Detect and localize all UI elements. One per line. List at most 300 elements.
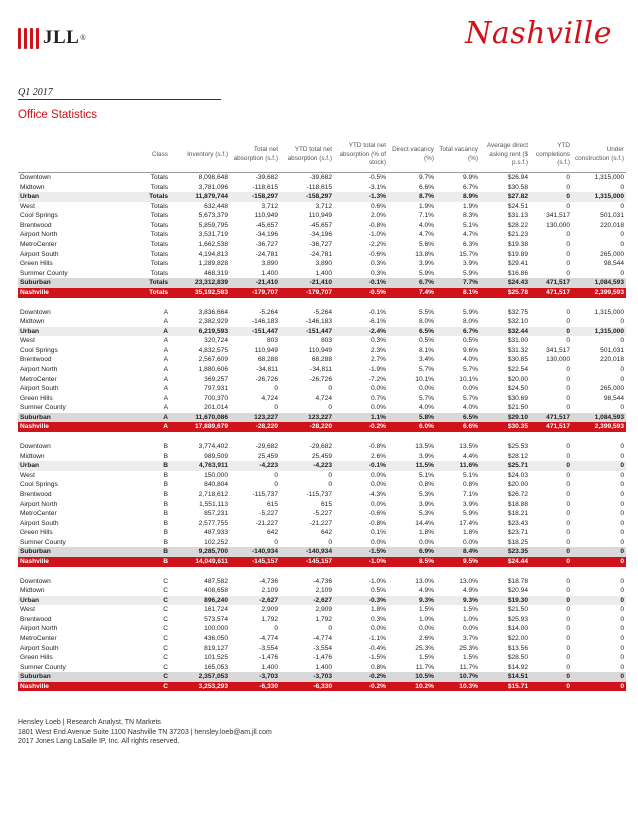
- table-cell: Totals: [150, 250, 168, 258]
- column-header: Inventory (s.f.): [170, 138, 230, 173]
- table-cell: Totals: [150, 241, 168, 249]
- table-cell: 0: [620, 606, 624, 614]
- table-cell: 5.7%: [462, 394, 478, 402]
- table-cell: 3.9%: [418, 500, 434, 508]
- table-cell: $30.35: [480, 422, 530, 432]
- table-cell: -24,781: [255, 250, 278, 258]
- table-cell: Urban: [18, 596, 96, 606]
- table-cell: C: [163, 615, 168, 623]
- table-row: [18, 519, 626, 529]
- table-cell: 0: [620, 481, 624, 489]
- column-header: Total vacancy (%): [436, 138, 480, 173]
- table-cell: 0.0%: [370, 404, 386, 412]
- table-cell: -3.1%: [368, 183, 386, 191]
- table-cell: Totals: [150, 212, 168, 220]
- table-cell: 25.3%: [459, 644, 478, 652]
- table-cell: 0: [328, 538, 332, 546]
- table-cell: 110,949: [254, 212, 278, 220]
- table-cell: 0: [328, 625, 332, 633]
- table-cell: 0: [566, 510, 570, 518]
- table-cell: -1.5%: [368, 654, 386, 662]
- table-cell: -5,227: [313, 510, 332, 518]
- table-cell: -0.2%: [334, 682, 388, 692]
- table-cell: B: [96, 461, 170, 471]
- table-cell: C: [163, 654, 168, 662]
- table-cell: C: [163, 644, 168, 652]
- table-cell: -151,447: [230, 327, 280, 337]
- table-cell: 14.4%: [415, 519, 434, 527]
- table-cell: 0: [620, 577, 624, 585]
- table-cell: 6.7%: [462, 183, 478, 191]
- table-cell: 0.0%: [462, 625, 478, 633]
- table-cell: 0: [566, 615, 570, 623]
- table-cell: 797,931: [204, 385, 228, 393]
- table-cell: 2,382,929: [198, 318, 228, 326]
- logo-text: JLL: [43, 27, 80, 48]
- table-cell: 11.6%: [436, 461, 480, 471]
- spacer-cell: [18, 567, 626, 577]
- table-row: [18, 615, 626, 625]
- table-cell: -39,682: [309, 174, 332, 181]
- jll-logo-mark-icon: [18, 28, 39, 49]
- table-cell: 2,109: [261, 587, 278, 595]
- table-cell: 100,000: [204, 625, 228, 633]
- table-cell: 501,031: [600, 346, 624, 354]
- table-cell: -158,297: [230, 192, 280, 202]
- table-cell: 408,658: [204, 587, 228, 595]
- table-cell: C: [163, 625, 168, 633]
- table-cell: Totals: [150, 202, 168, 210]
- table-cell: 0: [566, 337, 570, 345]
- table-row: [18, 375, 626, 385]
- table-cell: $31.13: [507, 212, 528, 220]
- table-cell: Downtown: [20, 443, 51, 451]
- table-cell: 13.5%: [459, 443, 478, 451]
- table-cell: 0: [620, 318, 624, 326]
- table-cell: 123,227: [280, 413, 334, 423]
- table-cell: 0: [620, 443, 624, 451]
- table-cell: C: [96, 672, 170, 682]
- column-header: Class: [96, 138, 170, 173]
- table-cell: 1,400: [261, 663, 278, 671]
- table-cell: 0: [566, 500, 570, 508]
- table-cell: Totals: [150, 183, 168, 191]
- table-cell: 0: [566, 538, 570, 546]
- table-row: [18, 394, 626, 404]
- table-cell: -158,297: [280, 192, 334, 202]
- table-row: [18, 317, 626, 327]
- table-cell: 0: [530, 547, 572, 557]
- table-cell: -34,196: [309, 231, 332, 239]
- table-cell: Airport North: [20, 500, 58, 508]
- table-cell: 35,192,583: [170, 288, 230, 298]
- table-cell: -118,615: [252, 183, 278, 191]
- table-cell: B: [163, 510, 168, 518]
- table-cell: 1.9%: [418, 202, 434, 210]
- table-cell: 7.1%: [418, 212, 434, 220]
- table-cell: C: [96, 682, 170, 692]
- table-cell: 6.5%: [436, 413, 480, 423]
- table-cell: 11.7%: [459, 663, 478, 671]
- table-cell: Midtown: [20, 587, 45, 595]
- table-cell: 0.8%: [370, 663, 386, 671]
- table-cell: 3.9%: [462, 500, 478, 508]
- table-cell: 2,567,609: [198, 356, 228, 364]
- table-cell: Cool Springs: [20, 212, 58, 220]
- table-row: [18, 605, 626, 615]
- table-cell: C: [163, 663, 168, 671]
- table-cell: 4,724: [261, 394, 278, 402]
- table-cell: -2.4%: [334, 327, 388, 337]
- table-cell: 2,109: [315, 587, 332, 595]
- table-cell: -1,476: [259, 654, 278, 662]
- table-cell: -3,703: [280, 672, 334, 682]
- group-spacer: [18, 432, 626, 442]
- table-cell: 0: [572, 682, 626, 692]
- table-cell: 0: [566, 443, 570, 451]
- table-cell: -1.5%: [334, 547, 388, 557]
- table-cell: 0: [566, 404, 570, 412]
- table-cell: 4.0%: [462, 356, 478, 364]
- nashville-total-row: [18, 422, 626, 432]
- table-row: [18, 403, 626, 413]
- table-cell: 803: [266, 337, 278, 345]
- table-cell: -6,330: [280, 682, 334, 692]
- table-row: [18, 336, 626, 346]
- table-cell: 3,836,664: [198, 308, 228, 316]
- table-cell: $24.44: [480, 557, 530, 567]
- table-cell: 5,673,379: [198, 212, 228, 220]
- table-row: [18, 202, 626, 212]
- table-cell: Airport South: [20, 250, 59, 258]
- table-row: [18, 634, 626, 644]
- table-cell: Cool Springs: [20, 481, 58, 489]
- table-cell: MetroCenter: [20, 635, 57, 643]
- table-cell: 5.3%: [418, 510, 434, 518]
- table-cell: 471,517: [530, 413, 572, 423]
- table-cell: 1,315,000: [594, 174, 624, 181]
- table-cell: Nashville: [18, 557, 96, 567]
- table-cell: 0: [566, 452, 570, 460]
- table-cell: 0: [566, 519, 570, 527]
- table-cell: 0: [566, 174, 570, 181]
- table-cell: 896,240: [170, 596, 230, 606]
- table-cell: $24.50: [507, 385, 528, 393]
- table-row: [18, 538, 626, 548]
- table-cell: 0.8%: [462, 481, 478, 489]
- table-cell: 0.5%: [418, 337, 434, 345]
- table-header-row: [18, 138, 626, 173]
- table-cell: 0: [566, 587, 570, 595]
- table-cell: 5.9%: [418, 269, 434, 277]
- table-cell: MetroCenter: [20, 375, 57, 383]
- table-cell: $19.89: [507, 250, 528, 258]
- table-cell: 1.8%: [462, 529, 478, 537]
- table-cell: Airport South: [20, 519, 59, 527]
- table-cell: $14.00: [507, 625, 528, 633]
- column-header: YTD total net absorption (s.f.): [280, 138, 334, 173]
- table-cell: Airport South: [20, 644, 59, 652]
- table-cell: Midtown: [20, 452, 45, 460]
- table-cell: 0: [620, 644, 624, 652]
- table-cell: -146,183: [305, 318, 332, 326]
- table-cell: -4,774: [259, 635, 278, 643]
- table-cell: -5,264: [313, 308, 332, 316]
- table-row: [18, 452, 626, 462]
- table-cell: -45,657: [255, 221, 278, 229]
- table-cell: -34,196: [255, 231, 278, 239]
- table-cell: 0: [620, 337, 624, 345]
- table-cell: Midtown: [20, 318, 45, 326]
- table-cell: 68,288: [257, 356, 278, 364]
- table-cell: 0.0%: [370, 481, 386, 489]
- table-cell: -7.2%: [368, 375, 386, 383]
- table-cell: 436,050: [204, 635, 228, 643]
- table-cell: Airport North: [20, 365, 58, 373]
- table-cell: A: [96, 413, 170, 423]
- table-cell: 4.4%: [462, 452, 478, 460]
- table-cell: 0: [620, 635, 624, 643]
- table-cell: -1.3%: [334, 192, 388, 202]
- nashville-total-row: [18, 288, 626, 298]
- table-cell: 8.9%: [436, 192, 480, 202]
- table-cell: 17,889,679: [170, 422, 230, 432]
- table-cell: 0: [566, 385, 570, 393]
- jll-logo: [18, 27, 86, 49]
- table-cell: -21,227: [255, 519, 278, 527]
- table-cell: 5.6%: [418, 241, 434, 249]
- table-cell: -2.2%: [368, 241, 386, 249]
- table-cell: 3.7%: [462, 635, 478, 643]
- table-cell: 150,000: [204, 471, 228, 479]
- table-cell: 3,781,096: [198, 183, 228, 191]
- table-cell: 1,315,000: [594, 308, 624, 316]
- table-cell: Totals: [150, 221, 168, 229]
- table-cell: -1.0%: [334, 557, 388, 567]
- table-cell: 8.0%: [462, 318, 478, 326]
- table-cell: C: [163, 606, 168, 614]
- table-cell: 8,098,648: [198, 174, 228, 181]
- table-cell: 0: [566, 318, 570, 326]
- table-cell: 2,577,755: [198, 519, 228, 527]
- table-cell: 0.0%: [418, 385, 434, 393]
- table-cell: MetroCenter: [20, 241, 57, 249]
- table-cell: -4,223: [230, 461, 280, 471]
- table-cell: $24.43: [480, 278, 530, 288]
- table-cell: -115,737: [306, 490, 332, 498]
- table-cell: 7.4%: [388, 288, 436, 298]
- table-cell: 573,574: [204, 615, 228, 623]
- logo-registered-mark: ®: [80, 34, 86, 42]
- table-cell: 3,890: [261, 260, 278, 268]
- table-cell: $14.92: [507, 663, 528, 671]
- table-cell: $21.50: [507, 606, 528, 614]
- table-row: [18, 230, 626, 240]
- table-cell: 6.3%: [462, 241, 478, 249]
- table-cell: B: [163, 538, 168, 546]
- table-cell: A: [96, 422, 170, 432]
- table-row: [18, 644, 626, 654]
- table-cell: 10.1%: [415, 375, 434, 383]
- table-cell: 0: [620, 500, 624, 508]
- table-row: [18, 211, 626, 221]
- table-cell: -3,554: [313, 644, 332, 652]
- table-cell: Cool Springs: [20, 346, 58, 354]
- table-cell: 0: [620, 615, 624, 623]
- table-cell: 1.0%: [418, 615, 434, 623]
- table-cell: 10.3%: [436, 682, 480, 692]
- table-row: [18, 183, 626, 193]
- table-cell: 23,312,839: [170, 278, 230, 288]
- table-cell: 4.7%: [418, 231, 434, 239]
- table-cell: A: [163, 337, 168, 345]
- table-cell: 1.9%: [462, 202, 478, 210]
- table-cell: 10.1%: [459, 375, 478, 383]
- table-cell: $19.30: [480, 596, 530, 606]
- table-cell: 25.3%: [415, 644, 434, 652]
- table-cell: 130,000: [546, 221, 570, 229]
- table-cell: -36,727: [255, 241, 278, 249]
- table-cell: 0: [274, 538, 278, 546]
- table-row: [18, 240, 626, 250]
- table-cell: 0.3%: [370, 337, 386, 345]
- table-cell: -0.8%: [368, 221, 386, 229]
- table-cell: 0: [572, 672, 626, 682]
- urban-total-row: [18, 596, 626, 606]
- table-cell: $19.38: [507, 241, 528, 249]
- table-cell: $29.10: [480, 413, 530, 423]
- table-cell: Green Hills: [20, 529, 53, 537]
- table-cell: 6.7%: [388, 278, 436, 288]
- table-cell: -34,811: [256, 365, 278, 373]
- table-cell: 0.0%: [370, 538, 386, 546]
- table-cell: 840,804: [204, 481, 228, 489]
- table-cell: -21,410: [280, 278, 334, 288]
- table-cell: -145,157: [280, 557, 334, 567]
- urban-total-row: [18, 461, 626, 471]
- table-cell: $26.94: [507, 174, 528, 181]
- table-cell: 320,724: [204, 337, 228, 345]
- table-cell: $23.71: [507, 529, 528, 537]
- table-cell: 9.3%: [388, 596, 436, 606]
- table-cell: 3,712: [315, 202, 332, 210]
- table-cell: 989,509: [204, 452, 228, 460]
- table-cell: $28.50: [507, 654, 528, 662]
- table-cell: 9.7%: [418, 174, 434, 181]
- table-cell: 8.0%: [418, 318, 434, 326]
- table-cell: 2,909: [261, 606, 278, 614]
- table-cell: 0: [620, 587, 624, 595]
- table-cell: -28,220: [230, 422, 280, 432]
- table-cell: 1.5%: [418, 654, 434, 662]
- table-cell: $22.00: [507, 635, 528, 643]
- table-cell: 0.1%: [370, 529, 386, 537]
- table-cell: -5,264: [259, 308, 278, 316]
- table-cell: 6.9%: [388, 547, 436, 557]
- table-cell: $32.75: [507, 308, 528, 316]
- table-cell: 9.9%: [462, 174, 478, 181]
- table-cell: 0: [328, 385, 332, 393]
- table-cell: 700,370: [204, 394, 228, 402]
- table-cell: 0: [274, 385, 278, 393]
- table-cell: Green Hills: [20, 394, 53, 402]
- table-cell: 487,582: [204, 577, 228, 585]
- table-cell: 13.0%: [415, 577, 434, 585]
- table-cell: 0.0%: [462, 385, 478, 393]
- table-cell: -28,220: [280, 422, 334, 432]
- column-header: YTD total net absorption (% of stock): [334, 138, 388, 173]
- table-row: [18, 663, 626, 673]
- table-cell: 0: [566, 183, 570, 191]
- table-cell: $18.25: [507, 538, 528, 546]
- table-cell: Green Hills: [20, 654, 53, 662]
- table-cell: $23.35: [480, 547, 530, 557]
- table-cell: $30.85: [507, 356, 528, 364]
- table-cell: 0: [620, 231, 624, 239]
- table-cell: $32.10: [507, 318, 528, 326]
- table-cell: 0: [530, 682, 572, 692]
- table-cell: -0.2%: [334, 672, 388, 682]
- table-row: [18, 259, 626, 269]
- table-cell: 1.0%: [462, 615, 478, 623]
- table-cell: 0: [530, 672, 572, 682]
- table-cell: B: [163, 490, 168, 498]
- table-cell: 0.3%: [370, 615, 386, 623]
- table-cell: 1.1%: [334, 413, 388, 423]
- table-cell: 10.2%: [388, 682, 436, 692]
- table-cell: 0: [566, 490, 570, 498]
- table-cell: 5.9%: [462, 510, 478, 518]
- table-cell: B: [163, 481, 168, 489]
- table-cell: -140,934: [280, 547, 334, 557]
- table-cell: 1,400: [315, 269, 332, 277]
- table-cell: 0: [620, 404, 624, 412]
- table-cell: B: [163, 500, 168, 508]
- table-cell: $30.69: [507, 394, 528, 402]
- suburban-total-row: [18, 547, 626, 557]
- table-cell: 819,127: [204, 644, 228, 652]
- table-cell: $20.00: [507, 375, 528, 383]
- table-cell: 265,000: [600, 385, 624, 393]
- table-cell: 341,517: [546, 212, 570, 220]
- table-cell: 1,400: [261, 269, 278, 277]
- table-cell: 0: [620, 452, 624, 460]
- table-cell: -1.0%: [368, 231, 386, 239]
- table-cell: 0.3%: [370, 269, 386, 277]
- table-cell: 0: [620, 375, 624, 383]
- table-cell: 0: [572, 547, 626, 557]
- table-cell: 110,949: [254, 346, 278, 354]
- nashville-total-row: [18, 557, 626, 567]
- office-statistics-table: [18, 138, 626, 691]
- table-cell: C: [163, 587, 168, 595]
- table-cell: 110,949: [308, 346, 332, 354]
- table-cell: 0: [620, 471, 624, 479]
- table-cell: C: [96, 596, 170, 606]
- table-cell: 0: [620, 663, 624, 671]
- table-cell: 341,517: [546, 346, 570, 354]
- table-cell: 2.3%: [370, 346, 386, 354]
- table-cell: $25.78: [480, 288, 530, 298]
- table-cell: 2,399,593: [572, 288, 626, 298]
- table-cell: Sumner County: [20, 663, 66, 671]
- table-row: [18, 480, 626, 490]
- table-cell: 8.3%: [462, 212, 478, 220]
- table-cell: 5.3%: [418, 490, 434, 498]
- table-cell: 9.3%: [436, 596, 480, 606]
- table-row: [18, 528, 626, 538]
- table-cell: $21.23: [507, 231, 528, 239]
